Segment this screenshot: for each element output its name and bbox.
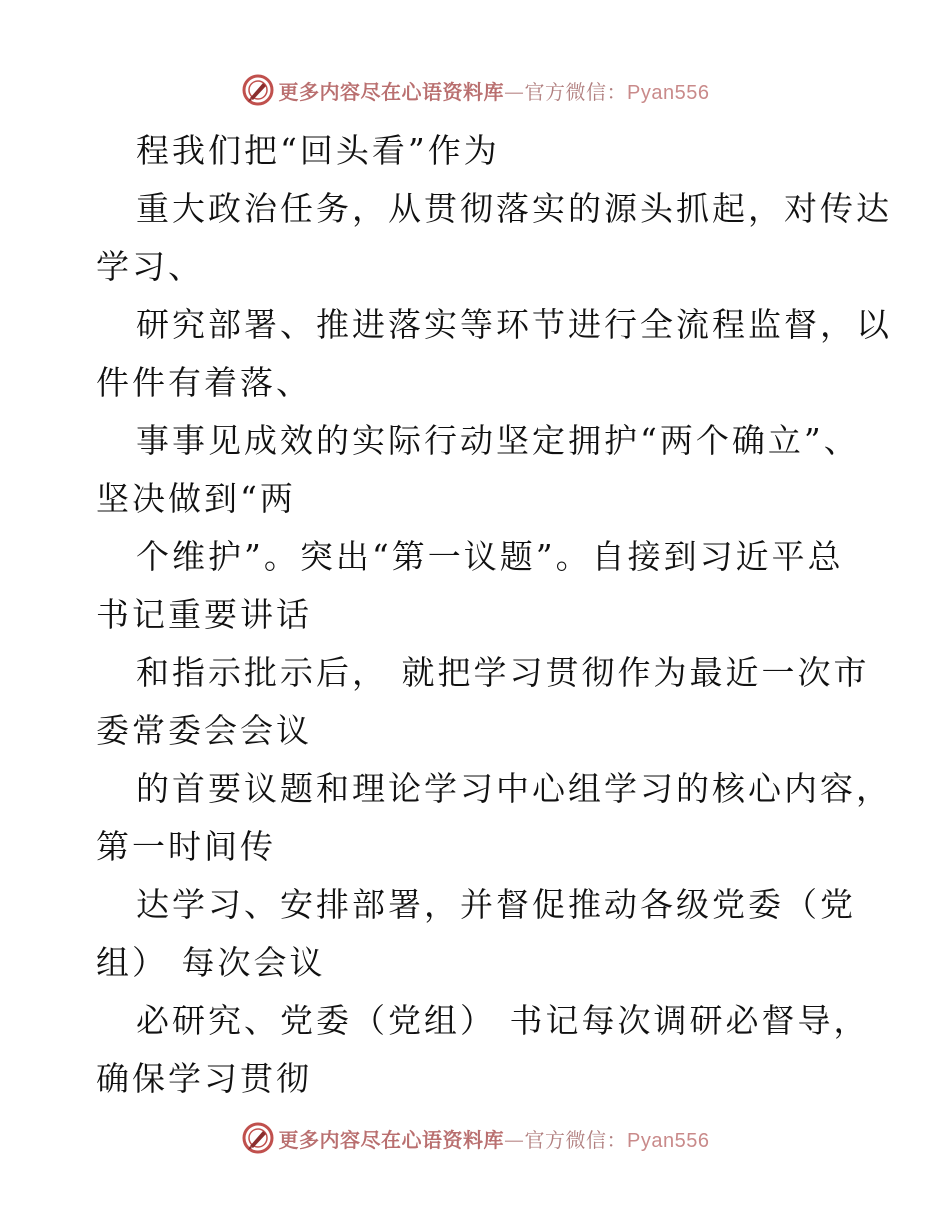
watermark-dash: — [504,79,525,104]
text-line: 的首要议题和理论学习中心组学习的核心内容， [136,769,892,808]
text-line: 程我们把“回头看”作为 [136,131,500,170]
text-line: 确保学习贯彻 [96,1059,312,1098]
watermark-dash: — [504,1127,525,1152]
footer-watermark [0,1118,950,1158]
text-line: 件件有着落、 [96,363,312,402]
watermark-brand: 更多内容尽在心语资料库 [278,1127,505,1152]
text-line: 事事见成效的实际行动坚定拥护“两个确立”、 [136,421,860,460]
pen-logo-icon [241,73,275,107]
text-line: 第一时间传 [96,827,276,866]
watermark-wechat-id: Pyan556 [627,1129,710,1152]
text-line: 和指示批示后， 就把学习贯彻作为最近一次市 [136,653,870,692]
text-line: 必研究、党委（党组） 书记每次调研必督导， [136,1001,870,1040]
watermark-text [279,1124,710,1153]
watermark-wechat-label: 官方微信： [524,1127,628,1152]
text-line: 学习、 [96,247,204,286]
text-line: 书记重要讲话 [96,595,312,634]
document-body [96,122,892,1108]
watermark-brand: 更多内容尽在心语资料库 [278,79,505,104]
text-line: 研究部署、推进落实等环节进行全流程监督，以 [136,305,892,344]
text-line: 重大政治任务，从贯彻落实的源头抓起，对传达 [136,189,892,228]
pen-logo-icon [241,1121,275,1155]
text-line: 个维护”。突出“第一议题”。自接到习近平总 [136,537,844,576]
text-line: 坚决做到“两 [96,479,296,518]
text-line: 委常委会会议 [96,711,312,750]
header-watermark [0,70,950,110]
watermark-text [279,76,710,105]
watermark-wechat-id: Pyan556 [627,81,710,104]
text-line: 达学习、安排部署，并督促推动各级党委（党 [136,885,856,924]
watermark-wechat-label: 官方微信： [524,79,628,104]
text-line: 组） 每次会议 [96,943,326,982]
